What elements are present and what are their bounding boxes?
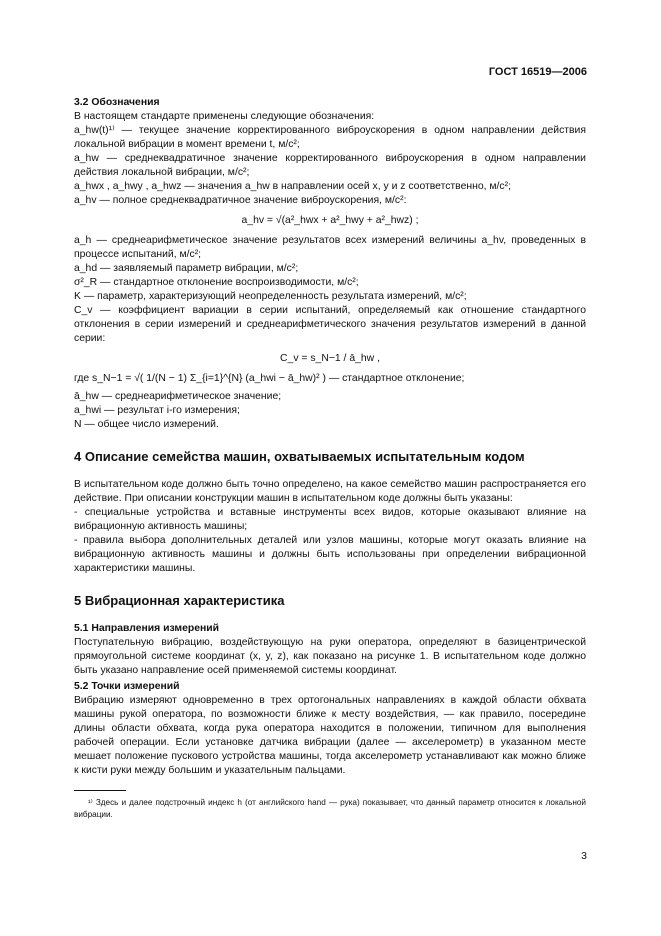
footnote-divider [74, 790, 126, 791]
section-4-paragraph-3: - правила выбора дополнительных деталей или узлов машины, которые могут оказать влияние на вибрационную активность машины и должны быть использованы при определении вибрационной характеристики машины. [74, 535, 586, 574]
section-4-title: 4 Описание семейства машин, охватываемых испытательным кодом [74, 449, 525, 464]
formula-std-dev: где s_N−1 = √( 1/(N − 1) Σ_{i=1}^{N} (a_hwi − ā_hw)² ) — стандартное отклонение; [74, 373, 465, 384]
formula-cv: C_v = s_N−1 / ā_hw , [280, 353, 380, 364]
symbol-line-11: a_hwi — результат i-го измерения; [74, 405, 240, 416]
page-number: 3 [581, 850, 587, 862]
symbol-line-12: N — общее число измерений. [74, 419, 219, 430]
standard-header: ГОСТ 16519—2006 [488, 66, 587, 78]
section-4-paragraph-1: В испытательном коде должно быть точно определено, на какое семейство машин распространяется его действие. При описании конструкции машин в испытательном коде должны быть указаны: [74, 479, 586, 504]
symbol-line-5: a_h — среднеарифметическое значение результатов всех измерений величины a_hv, проведенных в процессе испытаний, м/с²; [74, 235, 586, 260]
symbol-line-6: a_hd — заявляемый параметр вибрации, м/с²; [74, 263, 299, 274]
symbol-line-10: ā_hw — среднеарифметическое значение; [74, 391, 282, 402]
section-3-2-intro: В настоящем стандарте применены следующие обозначения: [74, 111, 375, 122]
section-5-2-title: 5.2 Точки измерений [74, 681, 180, 692]
symbol-line-2: a_hw — среднеквадратичное значение корректированного виброускорения в одном направлении действия локальной вибрации, м/с²; [74, 153, 586, 178]
page-content [74, 96, 586, 821]
symbol-line-4: a_hv — полное среднеквадратичное значение виброускорения, м/с²: [74, 195, 407, 206]
section-5-1-paragraph: Поступательную вибрацию, воздействующую на руки оператора, определяют в базицентрической прямоугольной системе координат (x, y, z), как показано на рисунке 1. В испытательном коде должно быть указано направление осей применяемой системы координат. [74, 637, 586, 676]
symbol-line-8: K — параметр, характеризующий неопределенность результата измерений, м/с²; [74, 291, 467, 302]
footnote: ¹⁾ Здесь и далее подстрочный индекс h (от английского hand — рука) показывает, что данный параметр относится к локальной вибрации. [74, 798, 586, 819]
symbol-line-1: a_hw(t)¹⁾ — текущее значение корректированного виброускорения в одном направлении действия локальной вибрации в момент времени t, м/с²; [74, 125, 586, 150]
formula-a-hv: a_hv = √(a²_hwx + a²_hwy + a²_hwz) ; [241, 215, 419, 226]
symbol-line-9: C_v — коэффициент вариации в серии испытаний, определяемый как отношение стандартного отклонения в серии измерений и среднеарифметического значения результатов измерений в данной серии: [74, 305, 586, 344]
section-5-title: 5 Вибрационная характеристика [74, 593, 285, 608]
symbol-line-3: a_hwx , a_hwy , a_hwz — значения a_hw в направлении осей x, y и z соответственно, м/с²; [74, 181, 511, 192]
section-3-2-title: 3.2 Обозначения [74, 97, 160, 108]
section-5-2-paragraph: Вибрацию измеряют одновременно в трех ортогональных направлениях в каждой области обхвата машины рукой оператора, по возможности ближе к месту воздействия, — как правило, посередине длины области обхвата, когда рука оператора находится в положении, типичном для выполнения рабочей операции. Если установке датчика вибрации (далее — акселерометр) в указанном месте мешает положение пускового устройства машины, тогда акселерометр устанавливают как можно ближе к кисти руки между большим и указательным пальцами. [74, 695, 586, 776]
symbol-line-7: σ²_R — стандартное отклонение воспроизводимости, м/с²; [74, 277, 359, 288]
section-4-paragraph-2: - специальные устройства и вставные инструменты всех видов, которые оказывают влияние на вибрационную активность машины; [74, 507, 586, 532]
section-5-1-title: 5.1 Направления измерений [74, 623, 220, 634]
